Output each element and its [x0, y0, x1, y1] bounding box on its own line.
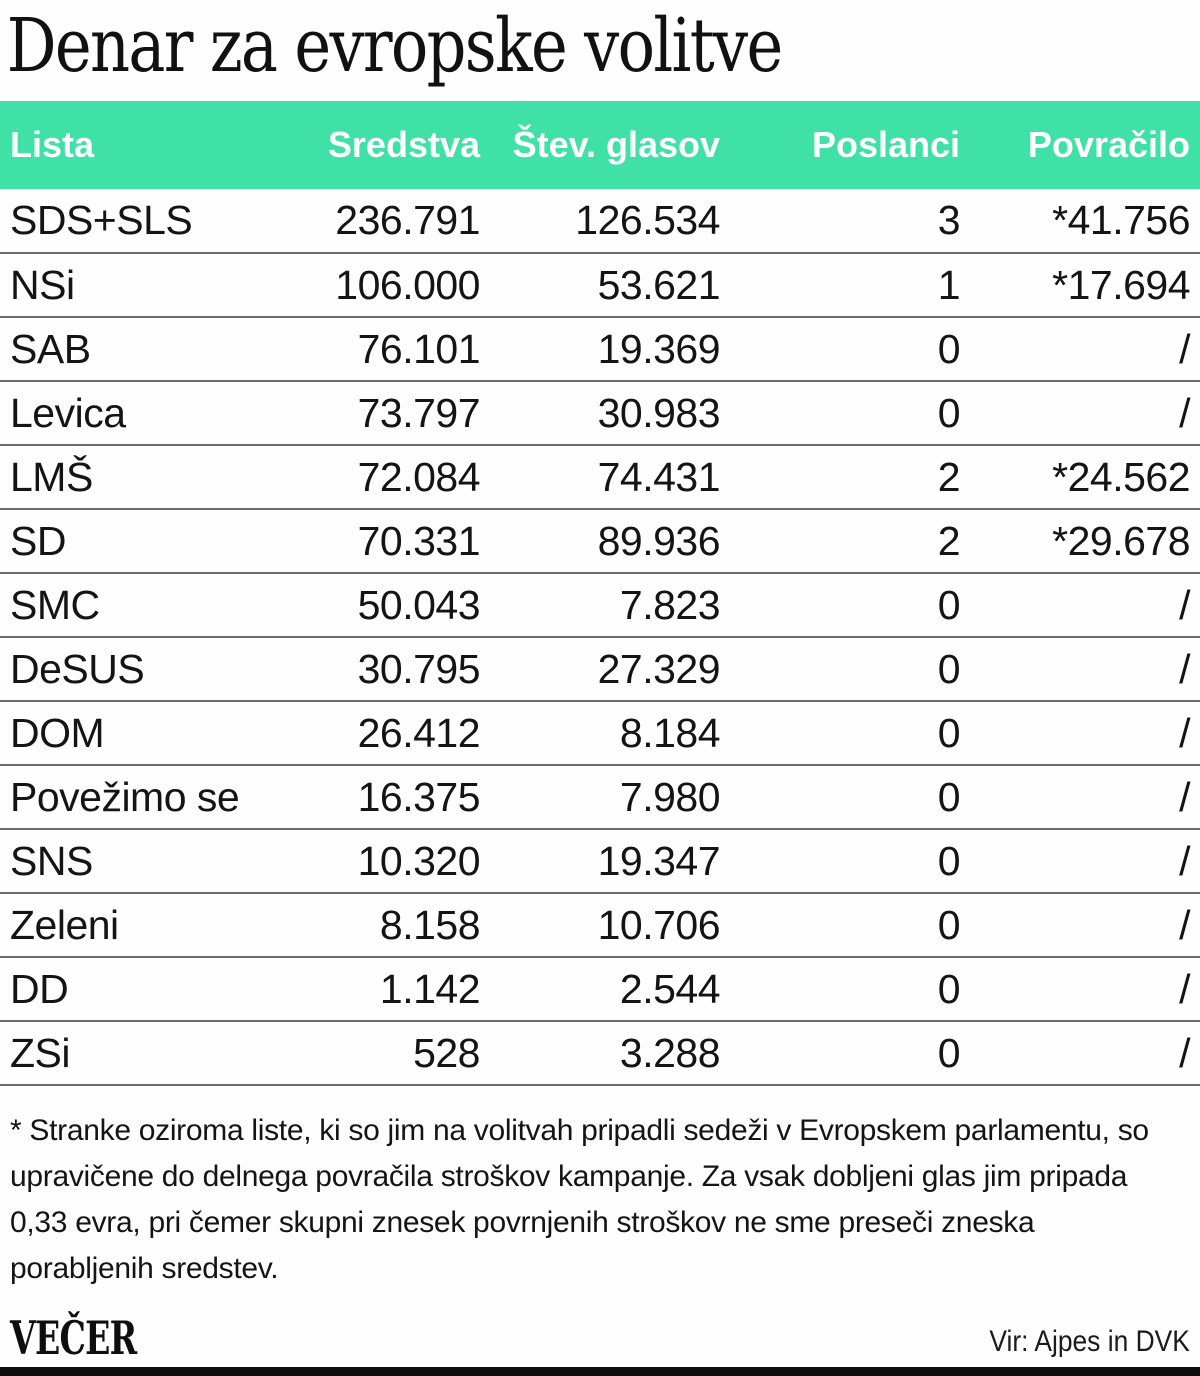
sredstva-cell: 30.795 — [300, 637, 480, 701]
stev-glasov-cell: 3.288 — [480, 1021, 720, 1085]
party-name-cell: DD — [0, 957, 300, 1021]
party-name-cell: DeSUS — [0, 637, 300, 701]
party-name-cell: SMC — [0, 573, 300, 637]
poslanci-cell: 0 — [720, 573, 960, 637]
stev-glasov-cell: 2.544 — [480, 957, 720, 1021]
povracilo-cell: / — [960, 957, 1200, 1021]
column-header-lista: Lista — [10, 124, 95, 165]
povracilo-cell: *17.694 — [960, 253, 1200, 317]
sredstva-cell: 50.043 — [300, 573, 480, 637]
poslanci-cell: 0 — [720, 1021, 960, 1085]
poslanci-cell: 0 — [720, 957, 960, 1021]
table-row — [0, 765, 1200, 829]
vecer-logo: VEČER — [10, 1311, 137, 1365]
stev-glasov-cell: 27.329 — [480, 637, 720, 701]
table-row — [0, 381, 1200, 445]
povracilo-cell: / — [960, 317, 1200, 381]
sredstva-cell: 1.142 — [300, 957, 480, 1021]
sredstva-cell: 26.412 — [300, 701, 480, 765]
table-body — [0, 189, 1200, 1085]
povracilo-cell: / — [960, 637, 1200, 701]
povracilo-cell: / — [960, 381, 1200, 445]
sredstva-cell: 73.797 — [300, 381, 480, 445]
party-name-cell: Zeleni — [0, 893, 300, 957]
poslanci-cell: 2 — [720, 445, 960, 509]
header-row — [0, 101, 1200, 189]
party-name-cell: Levica — [0, 381, 300, 445]
sredstva-cell: 236.791 — [335, 197, 480, 243]
stev-glasov-cell: 10.706 — [480, 893, 720, 957]
party-name-cell: SAB — [0, 317, 300, 381]
stev-glasov-cell: 8.184 — [480, 701, 720, 765]
sredstva-cell: 528 — [300, 1021, 480, 1085]
povracilo-cell: / — [960, 829, 1200, 893]
sredstva-cell: 70.331 — [300, 509, 480, 573]
table-row — [0, 509, 1200, 573]
table-row — [0, 637, 1200, 701]
stev-glasov-cell: 7.823 — [480, 573, 720, 637]
column-header-povracilo: Povračilo — [1027, 124, 1190, 165]
party-name-cell: NSi — [0, 253, 300, 317]
poslanci-cell: 0 — [720, 317, 960, 381]
table-row — [0, 317, 1200, 381]
poslanci-cell: 0 — [720, 893, 960, 957]
stev-glasov-cell: 126.534 — [575, 197, 720, 243]
poslanci-cell: 2 — [720, 509, 960, 573]
stev-glasov-cell: 19.369 — [480, 317, 720, 381]
sredstva-cell: 10.320 — [300, 829, 480, 893]
stev-glasov-cell: 53.621 — [480, 253, 720, 317]
sredstva-cell: 106.000 — [300, 253, 480, 317]
stev-glasov-cell: 19.347 — [480, 829, 720, 893]
table-row — [0, 445, 1200, 509]
poslanci-cell: 0 — [720, 829, 960, 893]
footer — [10, 1311, 1190, 1365]
party-name-cell: SD — [0, 509, 300, 573]
table-header — [0, 101, 1200, 189]
stev-glasov-cell: 30.983 — [480, 381, 720, 445]
party-name-cell: SDS+SLS — [10, 197, 193, 243]
table-row — [0, 573, 1200, 637]
table-row — [0, 701, 1200, 765]
povracilo-cell: *41.756 — [1052, 197, 1190, 243]
povracilo-cell: *29.678 — [960, 509, 1200, 573]
poslanci-cell: 0 — [720, 765, 960, 829]
table-row — [0, 253, 1200, 317]
party-name-cell: SNS — [0, 829, 300, 893]
poslanci-cell: 0 — [720, 701, 960, 765]
table-row — [0, 189, 1200, 253]
table-row — [0, 957, 1200, 1021]
table-row — [0, 1021, 1200, 1085]
povracilo-cell: / — [960, 893, 1200, 957]
bottom-bar — [0, 1367, 1200, 1376]
sredstva-cell: 76.101 — [300, 317, 480, 381]
column-header-sredstva: Sredstva — [327, 124, 480, 165]
povracilo-cell: / — [960, 765, 1200, 829]
footnote-text: * Stranke oziroma liste, ki so jim na volitvah pripadli sedeži v Evropskem parlamentu, so upravičene do delnega povračila stroškov kampanje. Za vsak dobljeni glas jim pripada 0,33 evra, pri čemer skupni znesek povrnjenih stroškov ne sme preseči zneska porabljenih sredstev. — [10, 1114, 1149, 1285]
poslanci-cell: 3 — [937, 197, 960, 243]
sredstva-cell: 72.084 — [300, 445, 480, 509]
column-header-stev-glasov: Štev. glasov — [512, 124, 720, 165]
poslanci-cell: 0 — [720, 381, 960, 445]
source-credit: Vir: Ajpes in DVK — [989, 1325, 1190, 1358]
povracilo-cell: *24.562 — [960, 445, 1200, 509]
stev-glasov-cell: 89.936 — [480, 509, 720, 573]
povracilo-cell: / — [960, 573, 1200, 637]
party-name-cell: DOM — [0, 701, 300, 765]
election-funding-table — [0, 101, 1200, 1086]
page-title: Denar za evropske volitve — [6, 3, 782, 89]
stev-glasov-cell: 7.980 — [480, 765, 720, 829]
party-name-cell: LMŠ — [0, 445, 300, 509]
column-header-poslanci: Poslanci — [811, 124, 960, 165]
stev-glasov-cell: 74.431 — [480, 445, 720, 509]
party-name-cell: ZSi — [0, 1021, 300, 1085]
sredstva-cell: 16.375 — [300, 765, 480, 829]
title-area — [0, 0, 1200, 101]
poslanci-cell: 0 — [720, 637, 960, 701]
table-row — [0, 829, 1200, 893]
poslanci-cell: 1 — [720, 253, 960, 317]
povracilo-cell: / — [960, 701, 1200, 765]
povracilo-cell: / — [960, 1021, 1200, 1085]
table-row — [0, 893, 1200, 957]
sredstva-cell: 8.158 — [300, 893, 480, 957]
party-name-cell: Povežimo se — [0, 765, 300, 829]
